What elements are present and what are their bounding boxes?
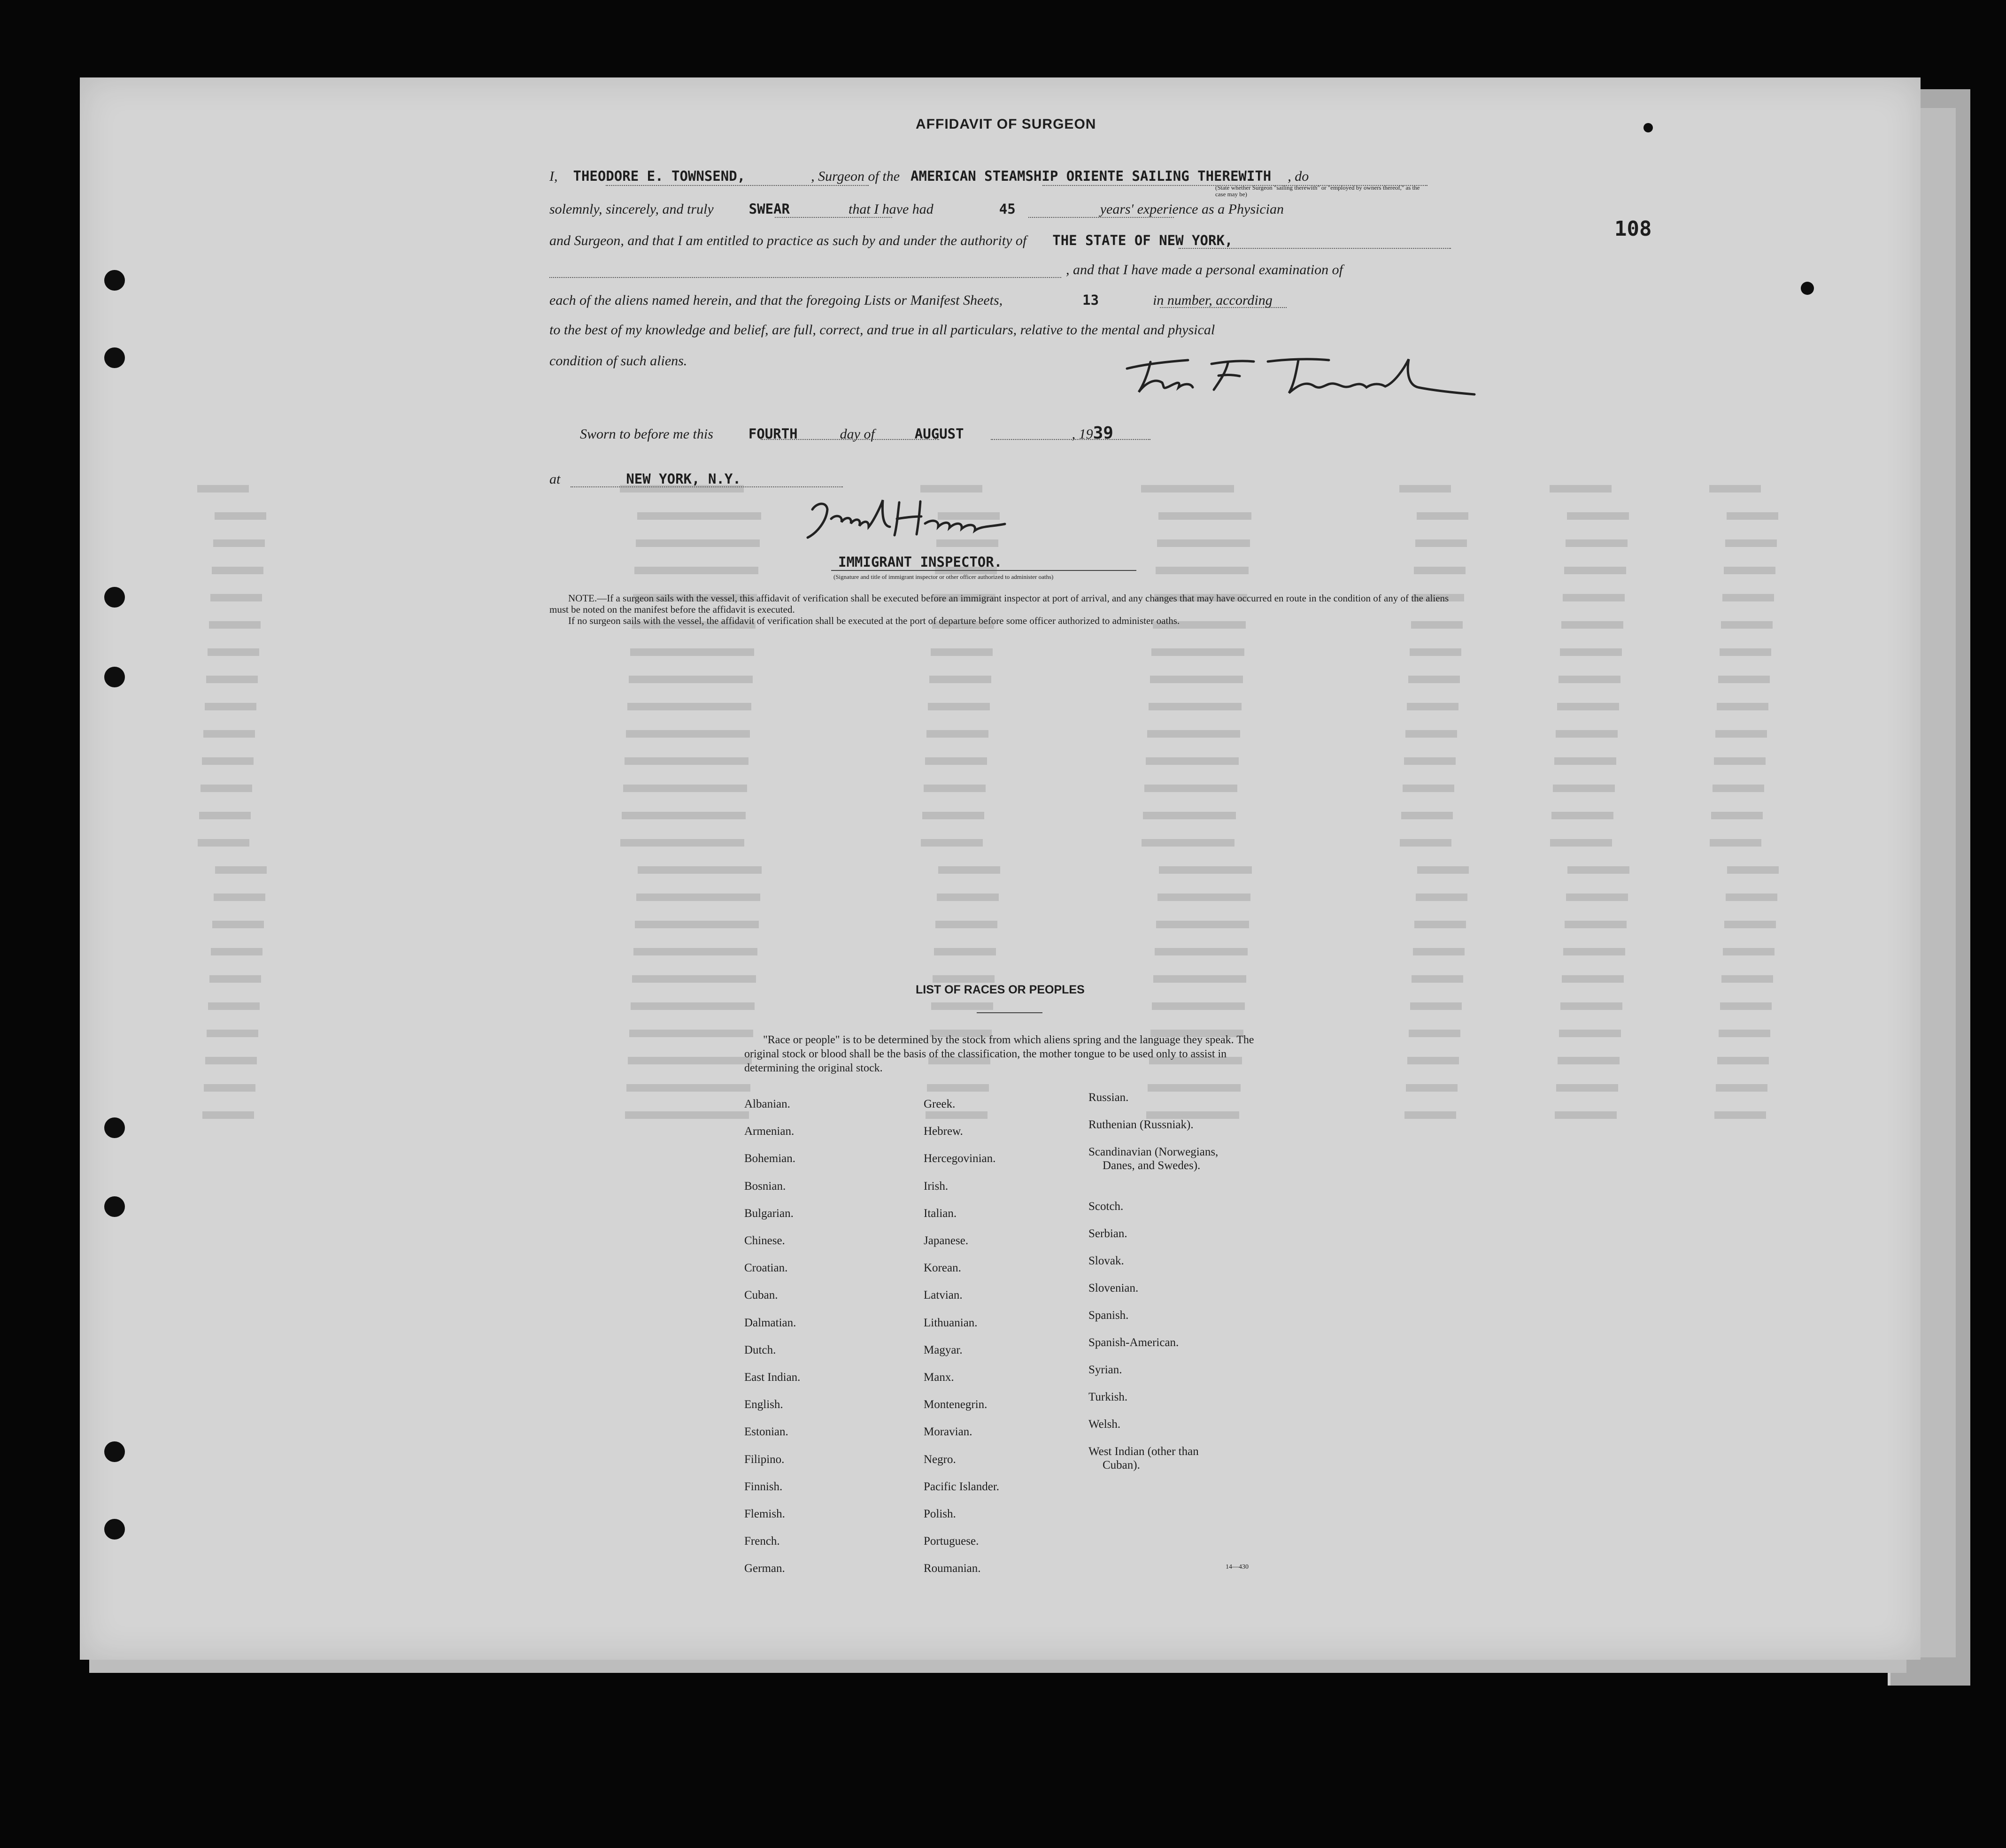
bleed-through-mark <box>215 511 266 523</box>
bleed-through-mark <box>1149 701 1242 713</box>
bleed-through-mark <box>1404 756 1456 768</box>
bleed-through-mark <box>929 674 991 686</box>
bleed-through-mark <box>215 865 267 877</box>
bleed-through-mark <box>1147 729 1240 740</box>
bleed-through-mark <box>1155 947 1248 958</box>
bleed-through-mark <box>1551 810 1613 822</box>
bleed-through-mark <box>1150 674 1243 686</box>
binder-hole <box>104 667 125 687</box>
text: , 19 <box>1072 426 1093 442</box>
place-line <box>549 471 1456 487</box>
bleed-through-mark <box>1564 565 1626 577</box>
bleed-through-mark <box>208 647 259 659</box>
race-list-item: Ruthenian (Russniak). <box>1088 1118 1194 1131</box>
bleed-through-mark <box>1715 729 1767 740</box>
bleed-through-mark <box>214 892 265 904</box>
races-column-1 <box>744 1091 800 1583</box>
bleed-through-mark <box>1406 1083 1458 1094</box>
bleed-through-mark <box>1556 729 1618 740</box>
bleed-through-mark <box>1563 593 1625 604</box>
text: to the best of my knowledge and belief, are full, correct, and true in all particulars, relative to the mental and physical <box>549 322 1215 338</box>
bleed-through-mark <box>633 947 757 958</box>
bleed-through-mark <box>928 701 990 713</box>
bleed-through-mark <box>198 838 249 849</box>
bleed-through-mark <box>620 838 744 849</box>
bleed-through-mark <box>922 810 984 822</box>
bleed-through-mark <box>1157 892 1250 904</box>
bleed-through-mark <box>1400 838 1451 849</box>
bleed-through-mark <box>1159 865 1252 877</box>
ink-spot <box>1643 123 1653 132</box>
bleed-through-mark <box>210 593 262 604</box>
bleed-through-mark <box>209 620 261 631</box>
race-list-item: Welsh. <box>1088 1418 1121 1431</box>
bleed-through-mark <box>1718 674 1770 686</box>
race-list-item: Slovak. <box>1088 1255 1124 1267</box>
race-list-item: Scandinavian (Norwegians, <box>1088 1146 1219 1158</box>
bleed-through-mark <box>1713 783 1764 795</box>
bleed-through-mark <box>1148 1083 1241 1094</box>
binder-hole <box>104 1441 125 1462</box>
binder-hole <box>104 347 125 368</box>
bleed-through-mark <box>1146 756 1239 768</box>
bleed-through-mark <box>205 1055 257 1067</box>
verification-note <box>549 593 1456 626</box>
race-list-item: Armenian. <box>744 1125 795 1138</box>
text: in number, according <box>1153 293 1273 308</box>
bleed-through-mark <box>1403 783 1454 795</box>
affidavit-line-1 <box>549 168 1456 185</box>
race-list-item: Korean. <box>924 1262 961 1275</box>
bleed-through-mark <box>204 1083 255 1094</box>
bleed-through-mark <box>1562 974 1624 986</box>
race-list-item: Dalmatian. <box>744 1316 796 1329</box>
race-list-item: Spanish. <box>1088 1309 1129 1322</box>
bleed-through-mark <box>212 919 264 931</box>
bleed-through-mark <box>625 1110 749 1122</box>
race-list-item: Slovenian. <box>1088 1282 1139 1294</box>
race-list-item: Hercegovinian. <box>924 1152 996 1165</box>
sheet-count: 13 <box>1082 292 1099 308</box>
document-title: AFFIDAVIT OF SURGEON <box>916 116 1096 132</box>
affidavit-line-4 <box>1066 262 1456 278</box>
bleed-through-mark <box>1725 538 1777 550</box>
bleed-through-mark <box>1711 810 1763 822</box>
bleed-through-mark <box>1726 892 1777 904</box>
text: solemnly, sincerely, and truly <box>549 201 714 217</box>
race-list-item: Manx. <box>924 1371 954 1384</box>
bleed-through-mark <box>1724 565 1775 577</box>
race-list-item: West Indian (other than <box>1088 1445 1199 1458</box>
race-list-item: Danes, and Swedes). <box>1103 1159 1201 1172</box>
text: condition of such aliens. <box>549 353 687 369</box>
text: that I have had <box>848 201 934 217</box>
instruction-text: "Race or people" is to be determined by the stock from which aliens spring and the language they speak. The original stock or blood shall be the basis of the classification, the mother tongue to be used only to assist in determining the original stock. <box>744 1034 1254 1074</box>
bleed-through-mark <box>1405 729 1457 740</box>
affidavit-line-2 <box>549 201 1456 217</box>
bleed-through-mark <box>629 674 753 686</box>
note-paragraph: NOTE.—If a surgeon sails with the vessel, this affidavit of verification shall be executed before an immigrant inspector at port of arrival, and any changes that may have occurred en route in the condition of any of the aliens must be noted on the manifest before the affidavit is executed. <box>549 593 1449 615</box>
race-list-item: Filipino. <box>744 1453 785 1466</box>
bleed-through-mark <box>1558 1055 1620 1067</box>
bleed-through-mark <box>1719 1028 1770 1040</box>
race-list-item: Roumanian. <box>924 1562 981 1575</box>
bleed-through-mark <box>1709 484 1761 495</box>
bleed-through-mark <box>628 1055 752 1067</box>
bleed-through-mark <box>627 701 751 713</box>
fill-line <box>1042 185 1427 186</box>
bleed-through-mark <box>631 1001 755 1013</box>
race-list-item: Polish. <box>924 1508 956 1521</box>
bleed-through-mark <box>1407 1055 1459 1067</box>
fill-line <box>831 570 1136 571</box>
race-list-item: Negro. <box>924 1453 956 1466</box>
page-number: 108 <box>1614 217 1652 241</box>
bleed-through-mark <box>1414 919 1466 931</box>
binder-hole <box>104 270 125 291</box>
race-list-item: French. <box>744 1535 780 1548</box>
race-list-item: Albanian. <box>744 1098 790 1110</box>
bleed-through-mark <box>1567 865 1629 877</box>
race-list-item: Bulgarian. <box>744 1207 794 1220</box>
race-list-item: Scotch. <box>1088 1200 1124 1213</box>
fill-line <box>606 185 869 186</box>
bleed-through-mark <box>1717 701 1768 713</box>
fill-line <box>1160 307 1287 308</box>
race-list-item: Spanish-American. <box>1088 1336 1179 1349</box>
bleed-through-mark <box>1404 1110 1456 1122</box>
bleed-through-mark <box>635 919 759 931</box>
bleed-through-mark <box>1413 947 1465 958</box>
bleed-through-mark <box>1407 701 1458 713</box>
oath: SWEAR <box>748 201 790 217</box>
race-list-item: Flemish. <box>744 1508 785 1521</box>
bleed-through-mark <box>629 1028 753 1040</box>
bleed-through-mark <box>638 865 762 877</box>
bleed-through-mark <box>1559 674 1620 686</box>
bleed-through-mark <box>625 756 748 768</box>
bleed-through-mark <box>1724 919 1776 931</box>
race-list-item: Bosnian. <box>744 1179 786 1193</box>
bleed-through-mark <box>1566 892 1628 904</box>
races-column-2 <box>924 1091 999 1583</box>
bleed-through-mark <box>201 783 252 795</box>
bleed-through-mark <box>1716 1083 1767 1094</box>
bleed-through-mark <box>1550 484 1612 495</box>
affidavit-line-6 <box>549 322 1456 338</box>
bleed-through-mark <box>1561 620 1623 631</box>
fill-line <box>761 439 939 440</box>
bleed-through-mark <box>1151 647 1244 659</box>
bleed-through-mark <box>1723 947 1775 958</box>
bleed-through-mark <box>1554 756 1616 768</box>
bleed-through-mark <box>1720 1001 1772 1013</box>
race-list-item: Russian. <box>1088 1091 1129 1104</box>
bleed-through-mark <box>1565 919 1627 931</box>
race-list-item: Italian. <box>924 1207 957 1220</box>
bleed-through-mark <box>1714 1110 1766 1122</box>
place: NEW YORK, N.Y. <box>626 471 741 487</box>
bleed-through-mark <box>1721 974 1773 986</box>
race-list-item: Greek. <box>924 1098 956 1110</box>
race-list-item: Finnish. <box>744 1480 783 1493</box>
bleed-through-mark <box>623 783 747 795</box>
race-list-item: Pacific Islander. <box>924 1480 1000 1493</box>
bleed-through-mark <box>1408 674 1460 686</box>
bleed-through-mark <box>1727 865 1779 877</box>
bleed-through-mark <box>1417 865 1469 877</box>
bleed-through-mark <box>1557 701 1619 713</box>
bleed-through-mark <box>203 729 255 740</box>
fill-line <box>549 277 1061 278</box>
races-instruction <box>744 1033 1261 1075</box>
surgeon-name: THEODORE E. TOWNSEND, <box>573 168 746 184</box>
bleed-through-mark <box>1415 538 1467 550</box>
race-list-item: Hebrew. <box>924 1125 963 1138</box>
bleed-through-mark <box>937 892 999 904</box>
sworn-year: 39 <box>1093 424 1113 443</box>
authority: THE STATE OF NEW YORK, <box>1052 232 1233 248</box>
race-list-item: English. <box>744 1398 783 1411</box>
form-number: 14—430 <box>1226 1563 1249 1571</box>
race-list-item: Estonian. <box>744 1425 788 1439</box>
bleed-through-mark <box>925 756 987 768</box>
text: and Surgeon, and that I am entitled to practice as such by and under the authority of <box>549 233 1027 248</box>
bleed-through-mark <box>208 1001 260 1013</box>
bleed-through-mark <box>931 647 993 659</box>
bleed-through-mark <box>211 947 262 958</box>
bleed-through-mark <box>1559 1028 1621 1040</box>
affidavit-line-3 <box>549 232 1456 249</box>
bleed-through-mark <box>1556 1083 1618 1094</box>
bleed-through-mark <box>202 1110 254 1122</box>
bleed-through-mark <box>1401 810 1453 822</box>
text: , do <box>1288 169 1309 184</box>
race-list-item: Lithuanian. <box>924 1316 978 1329</box>
bleed-through-mark <box>1550 838 1612 849</box>
race-list-item: Montenegrin. <box>924 1398 988 1411</box>
race-list-item: Latvian. <box>924 1289 963 1302</box>
bleed-through-mark <box>1156 919 1249 931</box>
races-list-title: LIST OF RACES OR PEOPLES <box>916 983 1085 996</box>
inspector-title: IMMIGRANT INSPECTOR. <box>838 554 1003 570</box>
ink-spot <box>1801 282 1814 295</box>
document-page <box>80 77 1921 1660</box>
binder-hole <box>104 587 125 608</box>
vessel-note-text: (State whether Surgeon "sailing therewith" or "employed by owners thereof," as the case may be) <box>1215 184 1420 198</box>
bleed-through-mark <box>1417 511 1468 523</box>
text: , Surgeon of the <box>811 169 900 184</box>
vessel-note <box>1215 184 1422 200</box>
bleed-through-mark <box>921 838 983 849</box>
text: at <box>549 471 561 487</box>
bleed-through-mark <box>1710 838 1761 849</box>
bleed-through-mark <box>1414 565 1466 577</box>
race-list-item: Cuban. <box>744 1289 778 1302</box>
bleed-through-mark <box>1410 1001 1462 1013</box>
text: I, <box>549 169 558 184</box>
race-list-item: Magyar. <box>924 1343 963 1356</box>
text: years' experience as a Physician <box>1100 201 1284 217</box>
bleed-through-mark <box>1727 511 1778 523</box>
bleed-through-mark <box>1156 565 1249 577</box>
race-list-item: Japanese. <box>924 1234 969 1247</box>
race-list-item: Chinese. <box>744 1234 785 1247</box>
bleed-through-mark <box>1721 620 1773 631</box>
binder-hole <box>104 1196 125 1217</box>
bleed-through-mark <box>1553 783 1615 795</box>
bleed-through-mark <box>209 974 261 986</box>
bleed-through-mark <box>935 919 997 931</box>
binder-hole <box>104 1117 125 1138</box>
bleed-through-mark <box>1717 1055 1769 1067</box>
bleed-through-mark <box>1714 756 1766 768</box>
bleed-through-mark <box>630 647 754 659</box>
bleed-through-mark <box>1158 511 1251 523</box>
bleed-through-mark <box>1153 974 1246 986</box>
sworn-month: AUGUST <box>914 426 964 442</box>
bleed-through-mark <box>938 865 1000 877</box>
bleed-through-mark <box>1567 511 1629 523</box>
race-list-item: Syrian. <box>1088 1363 1122 1376</box>
affidavit-line-5 <box>549 292 1456 308</box>
race-list-item: Dutch. <box>744 1343 776 1356</box>
inspector-signature <box>798 493 1024 545</box>
bleed-through-mark <box>1566 538 1628 550</box>
bleed-through-mark <box>1563 947 1625 958</box>
race-list-item: Moravian. <box>924 1425 972 1439</box>
text: each of the aliens named herein, and that the foregoing Lists or Manifest Sheets, <box>549 293 1003 308</box>
fill-line <box>991 439 1150 440</box>
bleed-through-mark <box>926 729 988 740</box>
bleed-through-mark <box>1416 892 1467 904</box>
binder-hole <box>104 1519 125 1540</box>
fill-line <box>1179 248 1451 249</box>
bleed-through-mark <box>1409 1028 1460 1040</box>
fill-line <box>775 217 892 218</box>
title-underline <box>977 1012 1042 1013</box>
bleed-through-mark <box>206 674 258 686</box>
bleed-through-mark <box>205 701 256 713</box>
race-list-item: Bohemian. <box>744 1152 796 1165</box>
bleed-through-mark <box>1144 783 1237 795</box>
bleed-through-mark <box>199 810 251 822</box>
note-paragraph: If no surgeon sails with the vessel, the affidavit of verification shall be executed at the port of departure before some officer authorized to administer oaths. <box>568 615 1180 626</box>
bleed-through-mark <box>637 511 761 523</box>
inspector-note: (Signature and title of immigrant inspector or other officer authorized to administer oaths) <box>833 573 1054 580</box>
bleed-through-mark <box>197 484 249 495</box>
bleed-through-mark <box>213 538 265 550</box>
race-list-item: East Indian. <box>744 1371 801 1384</box>
bleed-through-mark <box>1410 647 1461 659</box>
race-list-item: German. <box>744 1562 785 1575</box>
text: Sworn to before me this <box>580 426 713 442</box>
bleed-through-mark <box>622 810 746 822</box>
race-list-item: Turkish. <box>1088 1391 1128 1403</box>
race-list-item: Croatian. <box>744 1262 788 1275</box>
race-list-item: Portuguese. <box>924 1535 979 1548</box>
bleed-through-mark <box>931 1001 993 1013</box>
text: , and that I have made a personal examination of <box>1066 262 1343 277</box>
bleed-through-mark <box>626 1083 750 1094</box>
fill-line <box>1028 217 1174 218</box>
bleed-through-mark <box>202 756 254 768</box>
race-list-item: Serbian. <box>1088 1227 1127 1240</box>
bleed-through-mark <box>626 729 750 740</box>
bleed-through-mark <box>1142 838 1234 849</box>
bleed-through-mark <box>632 974 756 986</box>
bleed-through-mark <box>634 565 758 577</box>
bleed-through-mark <box>1720 647 1771 659</box>
bleed-through-mark <box>207 1028 258 1040</box>
race-list-item: Cuban). <box>1103 1459 1140 1471</box>
surgeon-signature <box>1118 350 1484 406</box>
sworn-day: FOURTH <box>748 426 798 442</box>
bleed-through-mark <box>212 565 263 577</box>
bleed-through-mark <box>1560 1001 1622 1013</box>
bleed-through-mark <box>1555 1110 1617 1122</box>
text: day of <box>840 426 875 442</box>
fill-line <box>571 486 843 487</box>
vessel-name: AMERICAN STEAMSHIP ORIENTE SAILING THEREWITH <box>910 168 1272 184</box>
bleed-through-mark <box>934 947 996 958</box>
bleed-through-mark <box>636 538 760 550</box>
bleed-through-mark <box>1152 1001 1245 1013</box>
bleed-through-mark <box>1560 647 1622 659</box>
bleed-through-mark <box>1722 593 1774 604</box>
bleed-through-mark <box>1157 538 1250 550</box>
bleed-through-mark <box>1143 810 1236 822</box>
bleed-through-mark <box>1412 974 1463 986</box>
years-experience: 45 <box>999 201 1016 217</box>
bleed-through-mark <box>636 892 760 904</box>
race-list-item: Irish. <box>924 1179 949 1193</box>
bleed-through-mark <box>924 783 986 795</box>
